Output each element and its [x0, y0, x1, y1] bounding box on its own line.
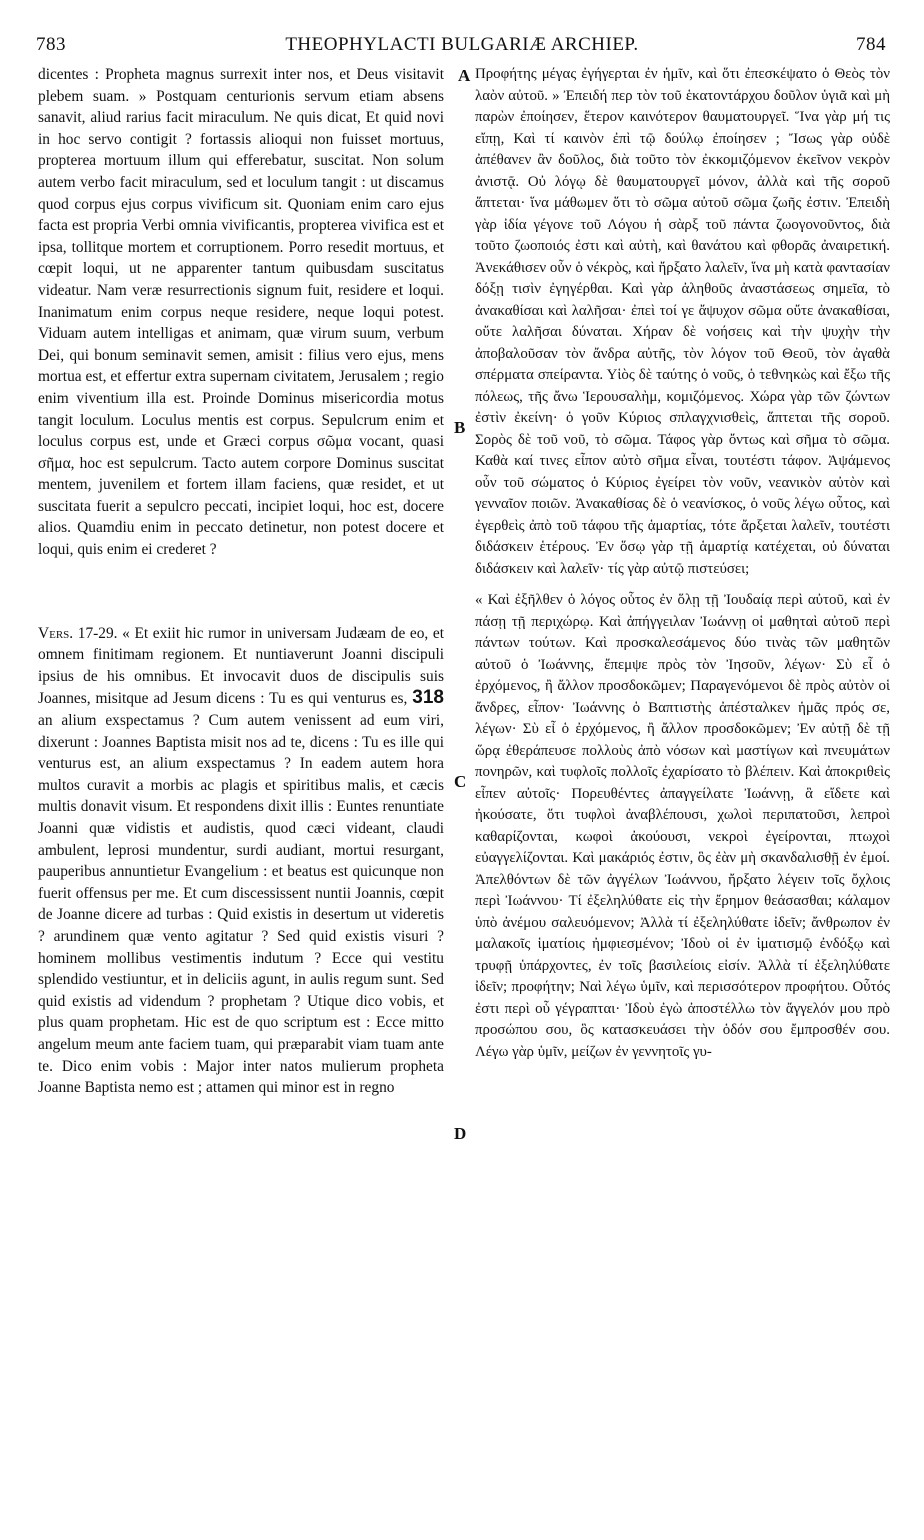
latin-paragraph-2 — [38, 623, 444, 1099]
greek-column — [475, 64, 890, 1534]
page-number-right: 784 — [856, 34, 886, 55]
column-number: 318 — [412, 687, 444, 709]
section-marker-b: B — [454, 418, 466, 437]
running-head — [30, 30, 894, 64]
latin-paragraph-2-part-a: « Et exiit hic rumor in universam Judæam de eo, et omnem finitimam regionem. Et nuntiaverunt Joanni discipuli ipsius de his omnibus. Et invocavit duos de discipulis suis Joannes, misitque ad Jesum dicens : Tu es qui venturus es, — [38, 624, 444, 708]
greek-paragraph-2: « Καὶ ἐξῆλθεν ὁ λόγος οὗτος ἐν ὅλῃ τῇ Ἰουδαίᾳ περὶ αὐτοῦ, καὶ ἐν πάσῃ τῇ περιχώρῳ. Καὶ ἀπήγγειλαν Ἰωάννῃ οἱ μαθηταὶ αὐτοῦ περὶ πάντων τούτων. Καὶ προσκαλεσάμενος δύο τινὰς τῶν μαθητῶν αὐτοῦ ὁ Ἰωάννης, ἔπεμψε πρὸς τὸν Ἰησοῦν, λέγων· Σὺ εἶ ὁ ἐρχόμενος, ἢ ἄλλον προσδοκῶμεν; Παραγενόμενοι δὲ πρὸς αὐτὸν οἱ ἄνδρες, εἶπον· Ἰωάννης ὁ Βαπτιστὴς ἀπέσταλκεν ἡμᾶς πρός σε, λέγων· Σὺ εἶ ὁ ἐρχόμενος, ἢ ἄλλον προσδοκῶμεν; Ἐν αὐτῇ δὲ τῇ ὥρᾳ ἐθεράπευσε πολλοὺς ἀπὸ νόσων καὶ μαστίγων καὶ πνευμάτων πονηρῶν, καὶ τυφλοῖς πολλοῖς ἐχαρίσατο τὸ βλέπειν. Καὶ ἀποκριθεὶς εἶπεν αὐτοῖς· Πορευθέντες ἀπαγγείλατε Ἰωάννῃ, ἃ εἴδετε καὶ ἠκούσατε, ὅτι τυφλοὶ ἀναβλέπουσι, χωλοὶ περιπατοῦσι, λεπροὶ καθαρίζονται, κωφοὶ ἀκούουσι, νεκροὶ ἐγείρονται, πτωχοὶ εὐαγγελίζονται. Καὶ μακάριός ἐστιν, ὃς ἐὰν μὴ σκανδαλισθῇ ἐν ἐμοί. Ἀπελθόντων δὲ τῶν ἀγγέλων Ἰωάννου, ἤρξατο λέγειν τοῖς ὄχλοις περὶ Ἰωάννου· Τί ἐξεληλύθατε εἰς τὴν ἔρημον θεάσασθαι; κάλαμον ὑπὸ ἀνέμου σαλευόμενον; Ἀλλὰ τί ἐξεληλύθατε ἰδεῖν; ἄνθρωπον ἐν μαλακοῖς ἱματίοις ἠμφιεσμένον; Ἰδοὺ οἱ ἐν ἱματισμῷ ἐνδόξῳ καὶ τρυφῇ ὑπάρχοντες, ἐν τοῖς βασιλείοις εἰσίν. Ἀλλὰ τί ἐξεληλύθατε ἰδεῖν; προφήτην; Ναὶ λέγω ὑμῖν, καὶ περισσότερον προφήτου. Οὗτός ἐστι περὶ οὗ γέγραπται· Ἰδοὺ ἐγὼ ἀποστέλλω τὸν ἄγγελόν μου πρὸ προσώπου σου, ὃς κατασκευάσει τὴν ὁδόν σου ἔμπροσθέν σου. Λέγω γὰρ ὑμῖν, μείζων ἐν γεννητοῖς γυ- — [475, 592, 890, 1060]
paragraph-gap — [475, 580, 890, 590]
page-number-left: 783 — [36, 34, 66, 55]
section-marker-d: D — [454, 1124, 467, 1143]
section-marker-a: A — [458, 66, 471, 85]
greek-paragraph-1: Προφήτης μέγας ἐγήγερται ἐν ἡμῖν, καὶ ὅτι ἐπεσκέψατο ὁ Θεὸς τὸν λαὸν αὐτοῦ. » Ἐπειδή περ τὸν τοῦ ἑκατοντάρχου δοῦλον ὑγιᾶ καὶ μὴ παρὼν ἐποίησεν, ἕτερον καινότερον θαυματουργεῖ. Ἵνα γὰρ μή τις εἴπῃ, Καὶ τί καινὸν ἐπὶ τῷ δούλῳ ἐποίησεν ; Ἴσως γὰρ οὐδὲ ἀπέθανεν ἂν δοῦλος, διὰ τοῦτο τὸν ἐκκομιζόμενον ἐκεῖνον νεκρὸν ἀνιστᾷ. Οὐ λόγῳ δὲ θαυματουργεῖ μόνον, ἀλλὰ καὶ τῆς σοροῦ ἅπτεται· ἵνα μάθωμεν ὅτι τὸ σῶμα αὐτοῦ σῶμα ζωῆς ἐστιν. Ἐπειδὴ γὰρ ἰδία γέγονε τοῦ Λόγου ἡ σὰρξ τοῦ πάντα ζωογονοῦντος, διὰ τοῦτο ζωοποιός ἐστι καὶ αὐτὴ, καὶ θανάτου καὶ φθορᾶς ἀναιρετική. Ἀνεκάθισεν οὖν ὁ νέκρὸς, καὶ ἤρξατο λαλεῖν, ἵνα μὴ κατὰ φαντασίαν δόξῃ τισὶν ἐγηγέρθαι. Καὶ γὰρ ἀληθοῦς ἀναστάσεως σημεῖα, τὸ ἀνακαθίσαι καὶ λαλῆσαι· ἐπεὶ τοί γε ἄψυχον σῶμα οὔτε ἀνακαθίσαι, οὔτε λαλῆσαι δύναται. Χήραν δὲ νοήσεις καὶ τὴν ψυχὴν τὴν ἀποβαλοῦσαν τὸν ἄνδρα αὐτῆς, τὸν λόγον τοῦ Θεοῦ, τὸν ἀγαθὰ σπέρματα σπείραντα. Υἱὸς δὲ ταύτης ὁ νοῦς, ὁ τεθνηκὼς καὶ ἔξω τῆς πόλεως, τῆς ἄνω Ἱερουσαλὴμ, κομιζόμενος. Χώρα γὰρ τῶν ζώντων ἐστὶν ἐκείνη· ὁ γοῦν Κύριος σπλαγχνισθεὶς, ἅπτεται τῆς σοροῦ. Σορὸς δὲ τοῦ νοῦ, τὸ σῶμα. Τάφος γὰρ ὄντως καὶ σῆμα τὸ σῶμα. Καθὰ καί τινες εἶπον αὐτὸ σῆμα εἶναι, τουτέστι τάφον. Ἀψάμενος οὖν τοῦ σώματος ὁ Κύριος ἐγείρει τὸν νοῦν, νεανικὸν αὐτὸν καὶ γενναῖον ποιῶν. Ἀνακαθίσας δὲ ὁ νεανίσκος, ὁ νοῦς λέγω οὗτος, καὶ ἐγερθεὶς ἀπὸ τοῦ τάφου τῆς ἁμαρτίας, τότε ἄρξεται λαλεῖν, τουτέστι διδάσκειν ἑτέρους. Ἐν ὅσῳ γὰρ τῇ ἁμαρτίᾳ κατέχεται, οὐ δύναται διδάσκειν καὶ λαλεῖν· τίς γὰρ αὐτῷ πιστεύσει; — [475, 66, 890, 577]
latin-paragraph-1: dicentes : Propheta magnus surrexit inter nos, et Deus visitavit plebem suam. » Postquam centurionis servum etiam absens sanavit, aliud rarius facit miraculum. Ne quis dicat, Et quid novi in hoc servo contigit ? fortassis alioqui non fuisset mortuus, propterea mortuum illum qui efferebatur, suscitat. Non solum autem verbo facit miraculum, sed et loculum tangit : ut discamus quod corpus ejus corpus vivificum sit. Quoniam enim caro ejus facta est propria Verbi omnia vivificantis, propterea vivifica est et ipsa, tollitque mortem et corruptionem. Porro resedit mortuus, et cœpit loqui, ut ne apparenter tantum quibusdam suscitatus videatur. Nam veræ resurrectionis signum fuit, residere et loqui. Inanimatum enim corpus neque residere, neque loqui potest. Viduam autem intelligas et animam, quæ virum suum, verbum Dei, qui bonum seminavit semen, amisit : filius vero ejus, mens mortua est, et effertur extra supernam civitatem, Jerusalem ; regio enim viventium illa est. Proinde Dominus misericordia motus tangit loculum. Loculus mentis est corpus. Sepulcrum enim et loculus corpus est, unde et Græci corpus σῶμα vocant, quasi σῆμα, hoc est sepulcrum. Tacto autem corpore Dominus suscitat mentem, juvenilem et fortem illam faciens, quæ residet, et ut suscitata fuerit a sepulcro peccati, incipiet loqui, hoc est, docere alios. Quamdiu enim in peccato detinetur, non potest docere et loqui, quis enim ei crederet ? — [38, 66, 444, 559]
latin-column — [38, 64, 444, 1534]
latin-paragraph-2-part-b: an alium exspectamus ? Cum autem venissent ad eum viri, dixerunt : Joannes Baptista misit nos ad te, dicens : Tu es ille qui venturus est, an alium exspectamus ? In eadem autem hora multos curavit a morbis ac plagis et spiritibus malis, et cæcis multis donavit visum. Et respondens dixit illis : Euntes renuntiate Joanni quæ vidistis et audistis, quod cæci videant, claudi ambulent, leprosi mundentur, surdi audiant, mortui resurgant, pauperibus annuntietur Evangelium : et beatus est quicunque non fuerit offensus per me. Et cum discessissent nuntii Joannis, cœpit de Joanne dicere ad turbas : Quid existis in desertum ut videretis ? arundinem quæ vento agitatur ? Sed quid existis visuri ? hominem mollibus vestimentis indutum ? Ecce qui vestitu splendido vestiuntur, et in deliciis agunt, in aulis regum sunt. Sed quid existis ad videndum ? prophetam ? Utique dico vobis, et plus quam prophetam. Hic est de quo scriptum est : Ecce mitto angelum meum ante faciem tuam, qui præparabit viam tuam ante te. Dico enim vobis : Major inter natos mulierum propheta Joanne Baptista nemo est ; attamen qui minor est in regno — [38, 712, 444, 1097]
verse-reference: Vers. 17-29. — [38, 624, 118, 642]
running-title: THEOPHYLACTI BULGARIÆ ARCHIEP. — [285, 34, 639, 55]
paragraph-gap — [38, 561, 444, 623]
section-marker-c: C — [454, 772, 467, 791]
